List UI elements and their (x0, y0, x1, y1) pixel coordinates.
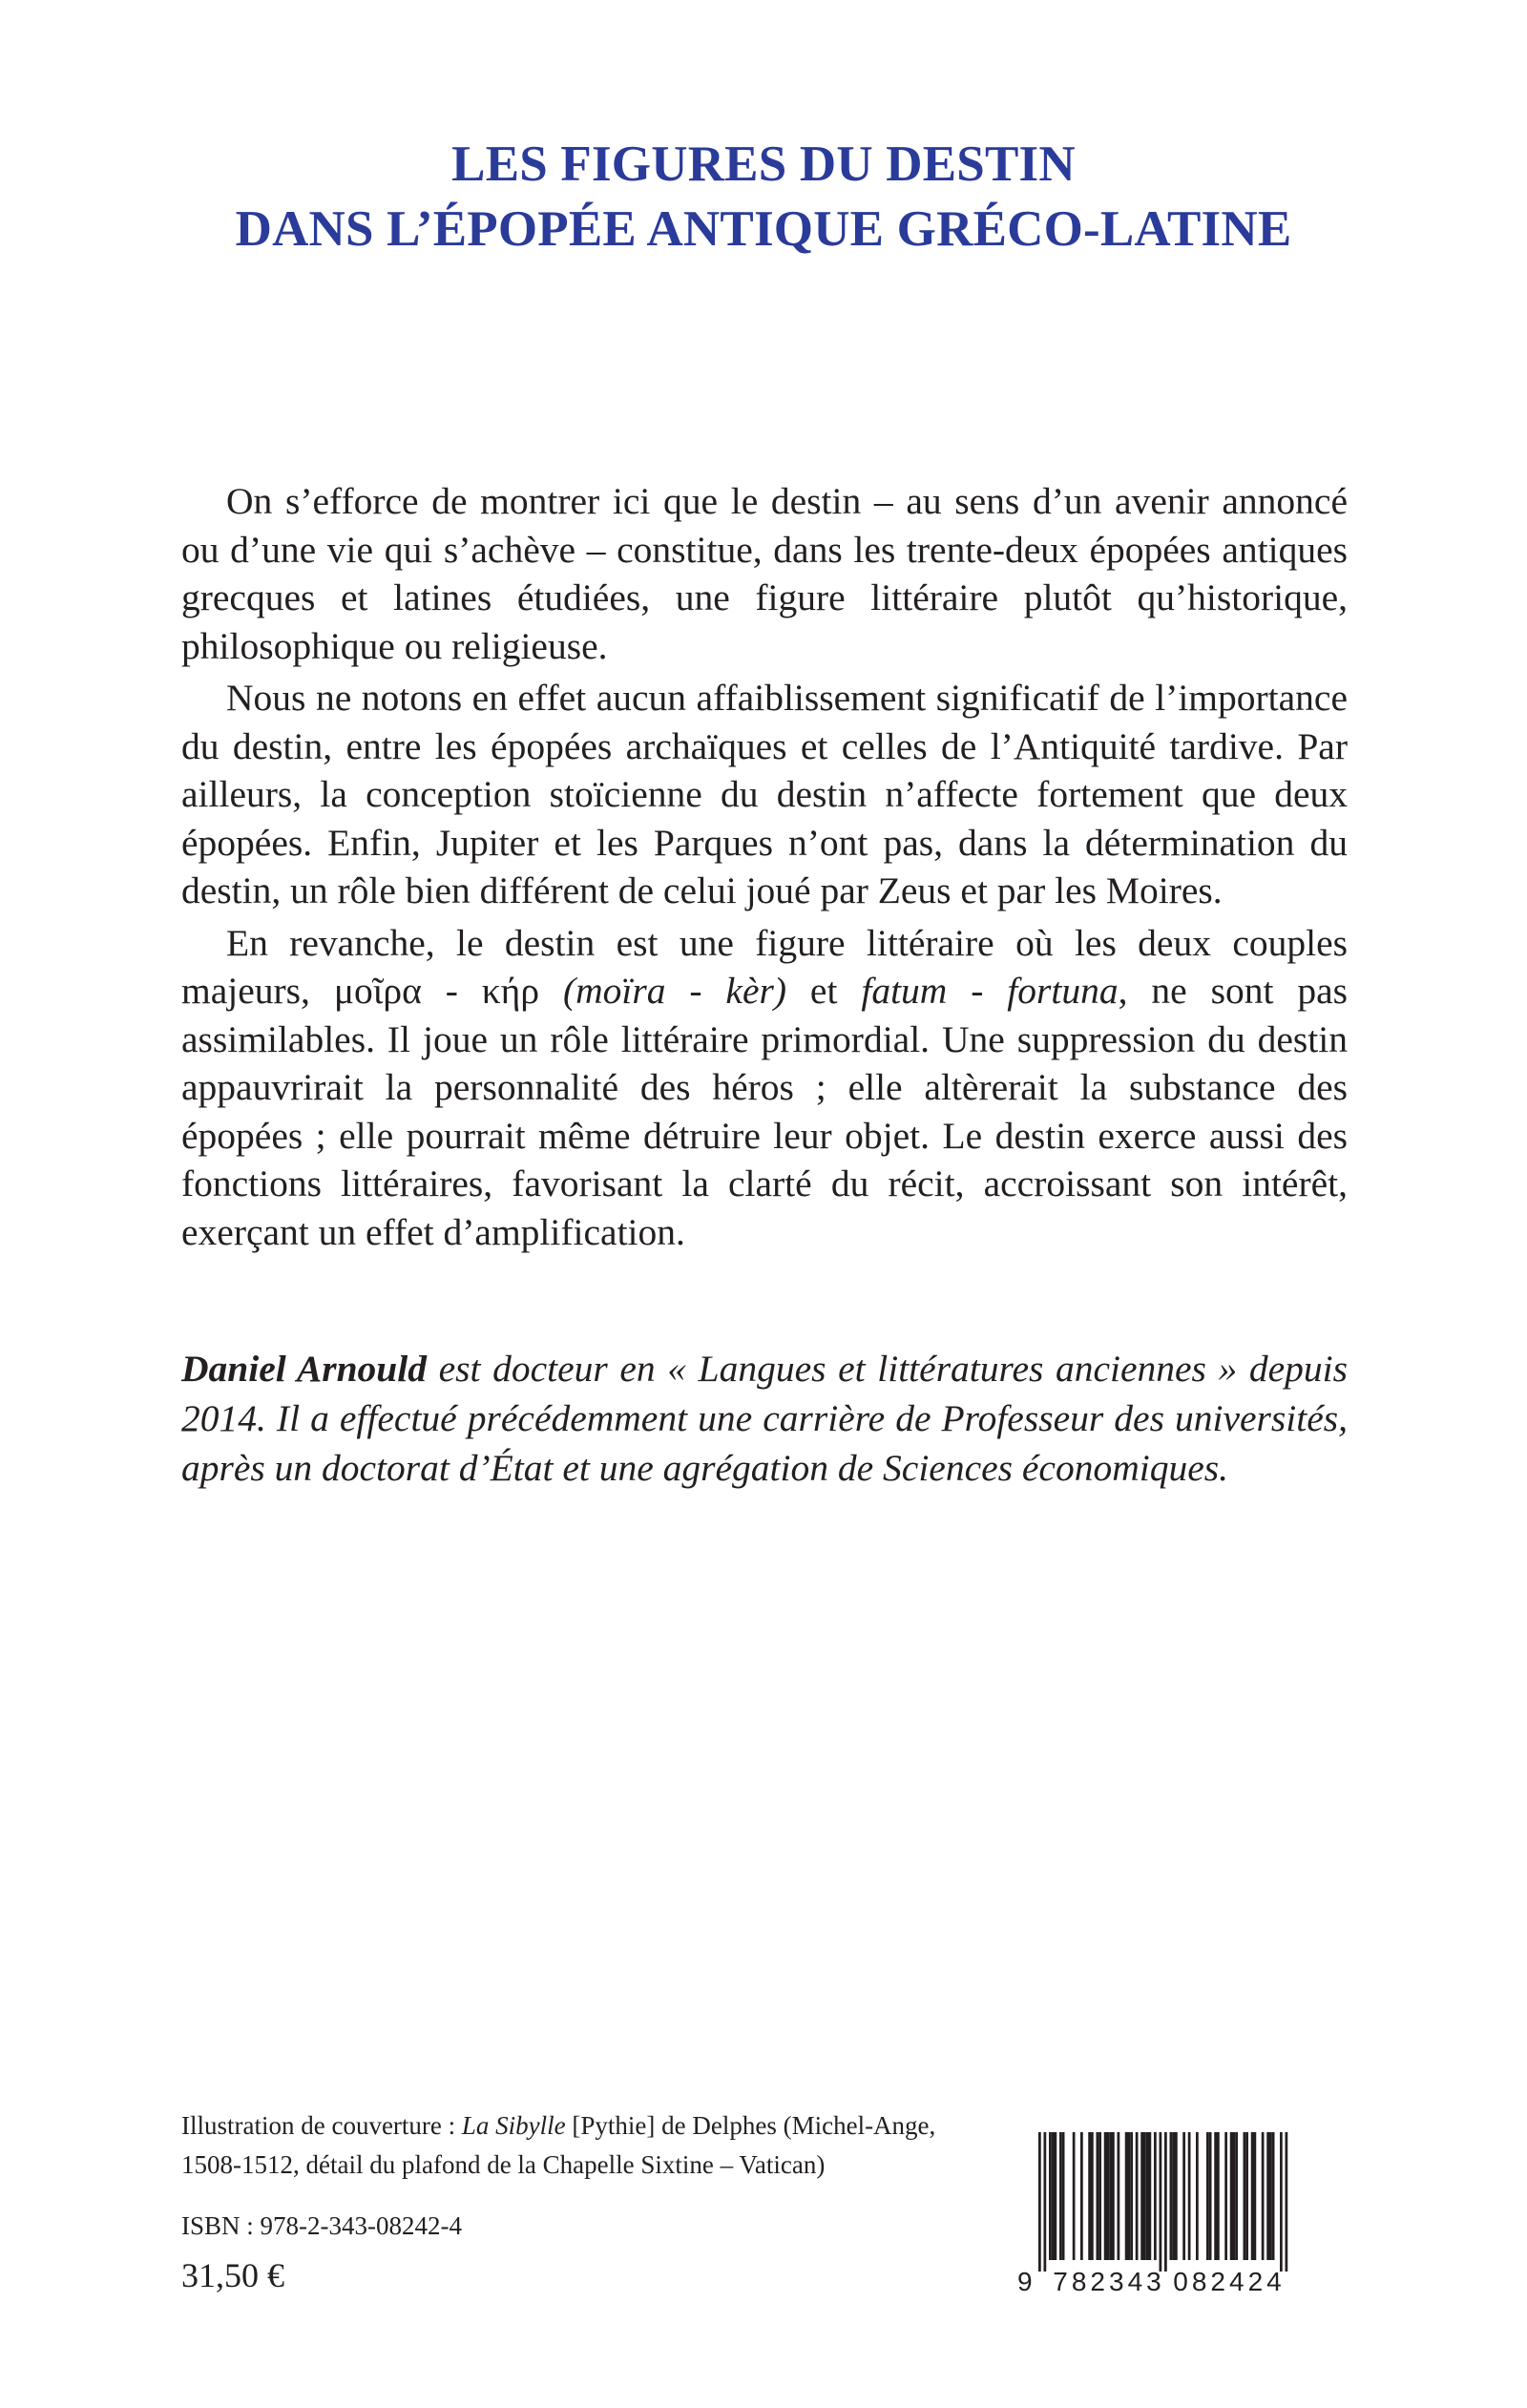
barcode-bar (1130, 2132, 1133, 2260)
barcode-bar (1154, 2132, 1157, 2260)
barcode-bar (1224, 2132, 1227, 2260)
barcode-bar (1112, 2132, 1115, 2260)
book-title (0, 132, 1527, 262)
barcode-bar (1266, 2132, 1269, 2260)
book-summary (181, 477, 1348, 1256)
barcode-bar (1055, 2132, 1057, 2260)
summary-p3-text-c: et (786, 970, 862, 1012)
barcode-bar (1160, 2132, 1162, 2272)
barcode-bar (1109, 2132, 1112, 2260)
barcode-bar (1235, 2132, 1238, 2260)
barcode-bar (1104, 2132, 1107, 2260)
barcode-bar (1244, 2132, 1246, 2260)
barcode-bar (1254, 2132, 1257, 2260)
author-bio (181, 1344, 1348, 1493)
barcode-bar (1262, 2132, 1265, 2260)
barcode-bar (1125, 2132, 1128, 2260)
transliteration: (moïra - kèr) (562, 970, 787, 1012)
barcode-bar (1172, 2132, 1175, 2260)
barcode-bar (1272, 2132, 1275, 2260)
barcode-bar (1062, 2132, 1065, 2260)
title-line-1: LES FIGURES DU DESTIN (451, 136, 1076, 192)
summary-paragraph-1: On s’efforce de montrer ici que le destin – au sens d’un avenir annoncé ou d’une vie qui s’achève – constitue, dans les trente-deux épopées antiques grecques et latines étudiées, une figure littéraire plutôt qu’historique, philosophique ou religieuse. (181, 480, 1348, 667)
author-name: Daniel Arnould (181, 1348, 428, 1390)
summary-paragraph-3 (181, 919, 1348, 1257)
barcode-bar (1209, 2132, 1212, 2260)
barcode-bar (1080, 2132, 1083, 2260)
barcode-bar (1217, 2132, 1220, 2260)
summary-p3-text-a: En revanche, le destin est une figure littéraire où les deux couples majeurs, (181, 921, 1348, 1012)
barcode-bar (1136, 2132, 1139, 2260)
barcode-digit-first: 9 (1017, 2267, 1033, 2295)
barcode-bar (1097, 2132, 1099, 2260)
barcode-bar (1044, 2132, 1047, 2272)
barcode-bar (1059, 2132, 1062, 2260)
barcode-bar (1073, 2132, 1076, 2260)
barcode-bar (1196, 2132, 1199, 2260)
barcode-bar (1182, 2132, 1185, 2260)
barcode-bar (1107, 2132, 1110, 2260)
barcode-bar (1175, 2132, 1178, 2260)
price: 31,50 € (181, 2256, 284, 2294)
barcode-bar (1230, 2132, 1233, 2260)
barcode-bar (1146, 2132, 1149, 2260)
barcode-bar (1188, 2132, 1191, 2260)
barcode-bar (1091, 2132, 1094, 2260)
barcode-bar (1214, 2132, 1217, 2260)
barcode-bar (1149, 2132, 1152, 2260)
summary-p3-text-d: , ne sont pas assimilables. Il joue un rôle littéraire primordial. Une suppression du destin appauvrirait la personnalité des héros ; elle altèrerait la substance des épopées ; elle pourrait même détruire leur objet. Le destin exerce aussi des fonctions littéraires, favorisant la clarté du récit, accroissant son intérêt, exerçant un effet d’amplification. (181, 970, 1348, 1253)
summary-p3-space (539, 970, 563, 1012)
barcode-bar (1170, 2132, 1173, 2260)
barcode-bar (1118, 2132, 1120, 2260)
cover-illustration-credit (181, 2106, 973, 2185)
isbn: ISBN : 978-2-343-08242-4 (181, 2211, 462, 2240)
title-line-2: DANS L’ÉPOPÉE ANTIQUE GRÉCO-LATINE (235, 201, 1292, 257)
barcode (1010, 2128, 1315, 2295)
summary-paragraph-2: Nous ne notons en effet aucun affaiblissement significatif de l’importance du destin, entre les épopées archaïques et celles de l’Antiquité tardive. Par ailleurs, la conception stoïcienne du destin n’affecte fortement que deux épopées. Enfin, Jupiter et les Parques n’ont pas, dans la détermination du destin, un rôle bien différent de celui joué par Zeus et par les Moires. (181, 677, 1348, 911)
latin-terms: fatum - fortuna (861, 970, 1119, 1012)
barcode-bar (1128, 2132, 1131, 2260)
barcode-bar (1280, 2132, 1283, 2272)
barcode-bar (1088, 2132, 1091, 2260)
barcode-digits-right: 082424 (1173, 2267, 1286, 2295)
barcode-bar (1098, 2132, 1101, 2260)
barcode-bar (1038, 2132, 1041, 2272)
barcode-bar (1164, 2132, 1167, 2272)
barcode-bar (1251, 2132, 1254, 2260)
author-bio-text: est docteur en « Langues et littératures anciennes » depuis 2014. Il a effectué précédemment une carrière de Professeur des universités, après un doctorat d’État et une agrégation de Sciences économiques. (181, 1348, 1349, 1489)
credit-prefix: Illustration de couverture : (181, 2111, 462, 2140)
barcode-bar (1286, 2132, 1288, 2272)
barcode-bar (1143, 2132, 1146, 2260)
barcode-bar (1245, 2132, 1248, 2260)
barcode-bar (1206, 2132, 1209, 2260)
barcode-bar (1233, 2132, 1236, 2260)
barcode-bar (1140, 2132, 1143, 2260)
credit-work-title: La Sibylle (461, 2111, 566, 2140)
barcode-digits-left: 782343 (1053, 2267, 1165, 2295)
barcode-bar (1269, 2132, 1272, 2260)
credit-rest: [Pythie] de Delphes (Michel-Ange, 1508-1512, détail du plafond de la Chapelle Sixtine – Vatican) (181, 2111, 936, 2179)
barcode-bar (1052, 2132, 1055, 2260)
barcode-bar (1049, 2132, 1052, 2260)
greek-terms: μοῖρα - κήρ (333, 970, 540, 1012)
